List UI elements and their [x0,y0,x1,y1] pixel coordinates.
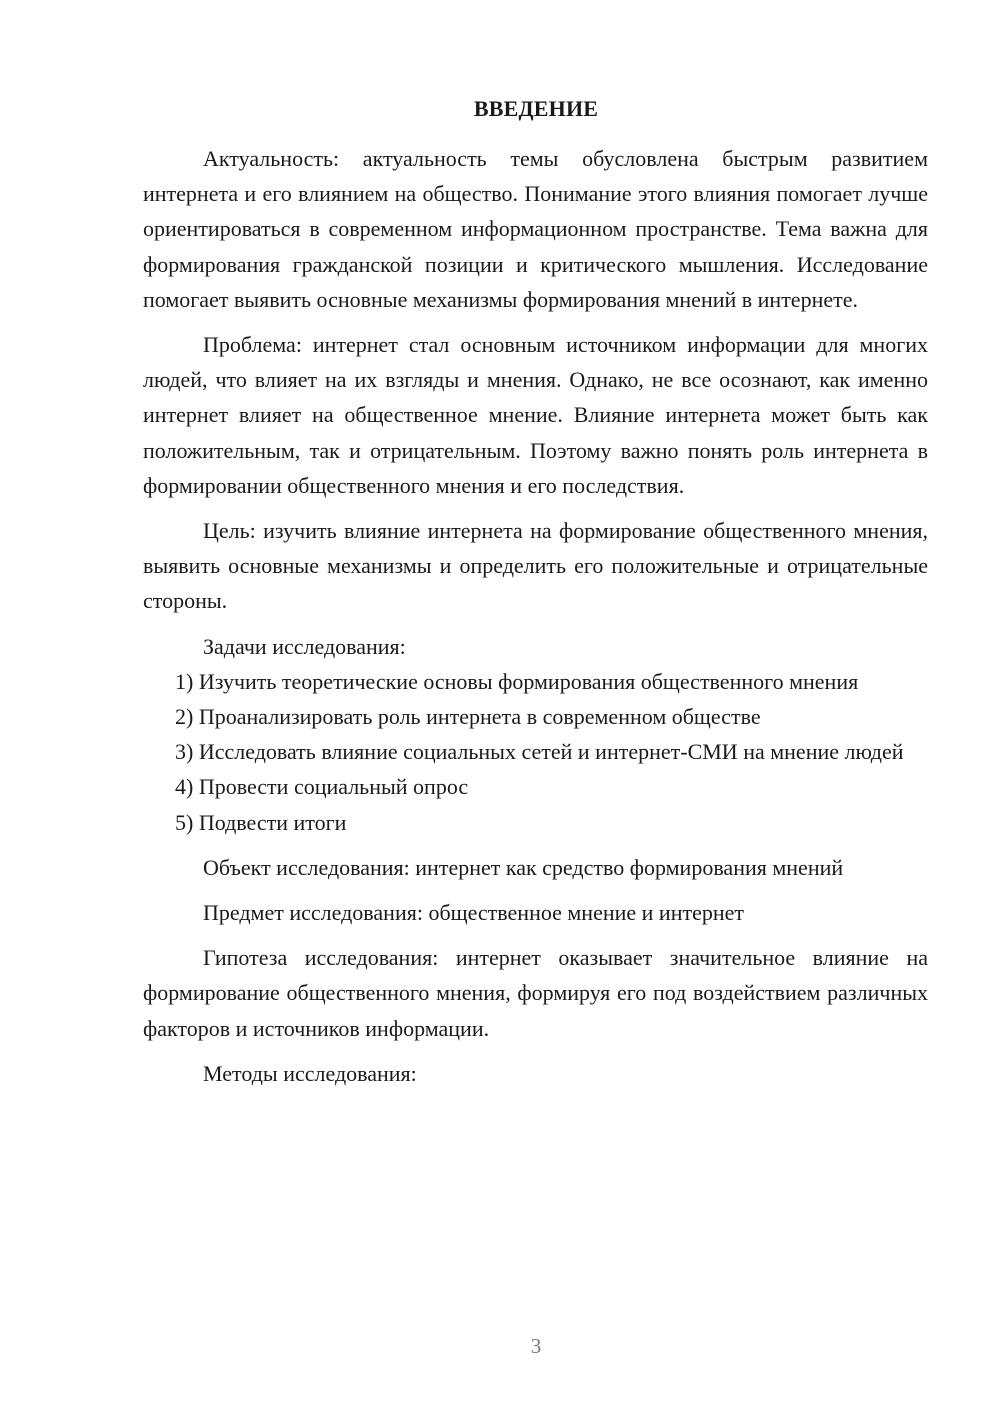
research-subject-paragraph: Предмет исследования: общественное мнение и интернет [203,900,744,926]
tasks-heading: Задачи исследования: [203,633,406,659]
research-object-paragraph: Объект исследования: интернет как средство формирования мнений [203,854,844,880]
task-item-2: 2) Проанализировать роль интернета в современном обществе [175,704,761,730]
page-number: 3 [530,1334,542,1358]
hypothesis-paragraph: Гипотеза исследования: интернет оказывает значительное влияние на формирование общественного мнения, формируя его под воздействием различных факторов и источников информации. [143,945,928,1041]
task-item-4: 4) Провести социальный опрос [175,774,469,800]
methods-heading: Методы исследования: [203,1060,417,1086]
task-item-1: 1) Изучить теоретические основы формирования общественного мнения [175,668,859,694]
relevance-paragraph: Актуальность: актуальность темы обусловлена быстрым развитием интернета и его влиянием на общество. Понимание этого влияния помогает лучше ориентироваться в современном информационном пространстве. Тема важна для формирования гражданской позиции и критического мышления. Исследование помогает выявить основные механизмы формирования мнений в интернете. [143,146,928,312]
task-item-3: 3) Исследовать влияние социальных сетей и интернет-СМИ на мнение людей [175,739,904,765]
goal-paragraph: Цель: изучить влияние интернета на формирование общественного мнения, выявить основные механизмы и определить его положительные и отрицательные стороны. [143,518,928,614]
document-title: ВВЕДЕНИЕ [473,96,599,121]
document-body [143,141,928,1091]
problem-paragraph: Проблема: интернет стал основным источником информации для многих людей, что влияет на их взгляды и мнения. Однако, не все осознают, как именно интернет влияет на общественное мнение. Влияние интернета может быть как положительным, так и отрицательным. Поэтому важно понять роль интернета в формировании общественного мнения и его последствия. [143,332,928,498]
task-item-5: 5) Подвести итоги [175,809,347,835]
